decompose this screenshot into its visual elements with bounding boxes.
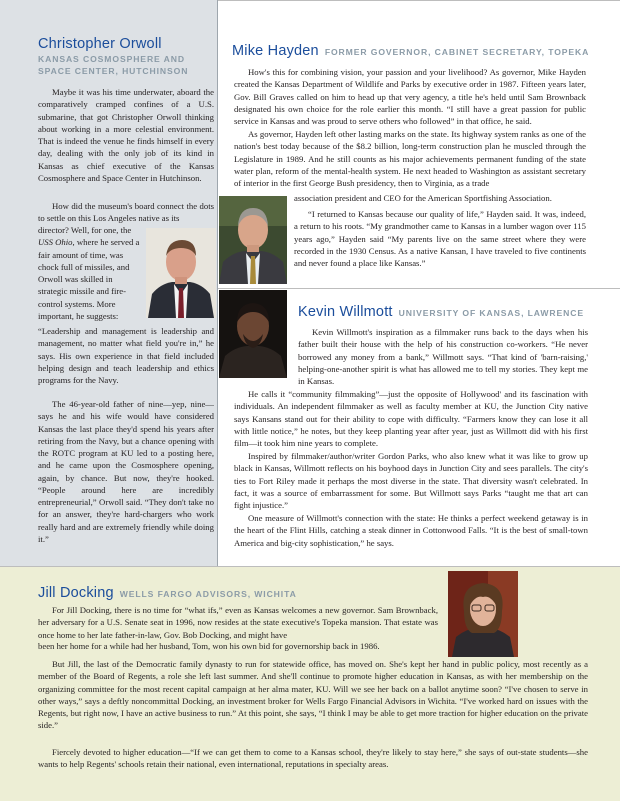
willmott-affiliation: UNIVERSITY OF KANSAS, LAWRENCE bbox=[398, 308, 585, 318]
hayden-affiliation: FORMER GOVERNOR, CABINET SECRETARY, TOPEKA bbox=[324, 47, 590, 57]
docking-paragraph-2: But Jill, the last of the Democratic family dynasty to run for statewide office, has moved on. She's kept her hand in public policy, most recently as a member of the Board of Regents, a role she left last summer. And she'll continue to promote higher education in Kansas, as with her membership on the organizing committee for the most recent capital campaign at her alma mater, KU. Will we see her back on a ballot anytime soon? “I've chosen to serve in other ways,” says a deftly noncommittal Docking, an investment broker for Wells Fargo Financial Advisors in Wichita. “I've worked hard on issues with the Regents, but right now, I have an active business to run.” At this point, she says, “I think I may be able to get more traction for higher education on the private side.” bbox=[38, 659, 588, 731]
orwoll-photo bbox=[146, 228, 216, 318]
orwoll-paragraph-2c: “Leadership and management is leadership and management, no matter what field you're in,” he says. His own experience in that field included helping design and teach leadership and ethics programs for the Navy. bbox=[38, 326, 214, 385]
docking-affiliation: WELLS FARGO ADVISORS, WICHITA bbox=[119, 589, 297, 599]
docking-name: Jill Docking bbox=[38, 585, 114, 601]
hayden-heading bbox=[232, 42, 589, 60]
hayden-paragraph-1: How's this for combining vision, your passion and your livelihood? As governor, Mike Hayden created the Kansas Department of Wildlife and Parks by executive order in 1987. Fifteen years later, Gov. Bill Graves called on him to head up that very agency, a title he's held until Sam Brownback designated his own choice for the role earlier this month. “I still have a great passion for public service in Kansas and was proud to serve others who followed” in that office, he said. bbox=[234, 67, 586, 126]
willmott-paragraph-2: He calls it “community filmmaking”—just the opposite of Hollywood' and its fascination with individuals. An independent filmmaker as well as faculty member at KU, the Junction City native says Kansans stand out for their ability to cope with difficulty. “Farmers know they can lose it all with little notice,” he notes, but they keep planting year after year, just as Willmott did with his first film—it took him nine years to complete. bbox=[234, 389, 588, 448]
hayden-paragraph-3: “I returned to Kansas because our quality of life,” Hayden said. It was, indeed, a return to his roots. “My grandmother came to Kansas in a lumber wagon over 115 years ago,” Hayden said “My parents live on the same street where they were recorded in the 1930 Census. As a native Kansan, I have traveled to five continents and never found a place like Kansas.” bbox=[294, 209, 586, 268]
hayden-name: Mike Hayden bbox=[232, 43, 319, 59]
willmott-paragraph-3: Inspired by filmmaker/author/writer Gordon Parks, who also knew what it was like to grow up black in Kansas, Willmott reflects on his boyhood days in Junction City and sees parallels. The city's ties to Fort Riley made it perhaps the most diverse in the state. That diversity wasn't celebrated. In fact, it was a source of embarrassment for some. But Willmott says Parks “taught me that art can fight injustice.” bbox=[234, 451, 588, 510]
willmott-name: Kevin Willmott bbox=[298, 304, 393, 320]
orwoll-p2b-post: , where he served a fair amount of time, was chock full of missiles, and Orwoll was skilled in strategic missile and fire-control systems. More important, he suggests: bbox=[38, 237, 140, 321]
orwoll-p2b-pre: director? Well, for one, the bbox=[38, 225, 132, 235]
docking-heading bbox=[38, 584, 297, 602]
willmott-heading bbox=[298, 303, 584, 321]
docking-paragraph-3: Fiercely devoted to higher education—“If we can get them to come to a Kansas school, they're likely to stay here,” she says of out-state students—she wants to help Regents' schools retain their national, even international, reputations in specialty areas. bbox=[38, 747, 588, 770]
orwoll-name: Christopher Orwoll bbox=[38, 36, 162, 52]
hayden-photo bbox=[219, 196, 287, 284]
willmott-photo bbox=[219, 290, 287, 378]
orwoll-paragraph-2a: How did the museum's board connect the dots to settle on this Los Angeles native as its bbox=[38, 201, 214, 224]
docking-paragraph-1b: been her home for a while had her husband, Tom, won his own bid for governorship back in 1986. bbox=[38, 641, 380, 651]
willmott-paragraph-1: Kevin Willmott's inspiration as a filmmaker runs back to the days when his father built their house with the help of his construction co-workers. “He never borrowed any money from a bank,” Willmott says. “That kind of 'barn-raising,' helping-one-another spirit is what has allowed me to tell my stories. They kept me in Kansas. bbox=[298, 327, 588, 386]
orwoll-paragraph-2b bbox=[38, 224, 144, 322]
orwoll-p2b-italic: USS Ohio bbox=[38, 237, 73, 248]
hayden-paragraph-2: As governor, Hayden left other lasting marks on the state. Its highway system ranks as one of the nation's best today because of the $8.2 billion, long-term construction plan he muscled through the Legislature in 1989. And he still counts as his major achievements permanent funding of the state water plan, reform of the mental-health system. He next headed to Washington as assistant secretary of interior in the first George Bush presidency, then to Virginia, as a trade bbox=[234, 129, 586, 188]
orwoll-paragraph-3: The 46-year-old father of nine—yep, nine—says he and his wife would have considered Kansas the last place they'd spend his years after retiring from the Navy, but a chance opening with the ROTC program at KU led to a posting here, and he came upon the Cosmosphere opening, again, by chance. But now, they're hooked. “People around here are incredibly entrepreneurial,” Orwoll said. “They don't take no for an answer, they're hard-chargers who work really hard and are extremely friendly while doing it.” bbox=[38, 399, 214, 544]
docking-photo bbox=[448, 571, 518, 657]
hayden-paragraph-2b: association president and CEO for the American Sportfishing Association. bbox=[294, 193, 552, 203]
willmott-paragraph-4: One measure of Willmott's connection with the state: He thinks a perfect weekend getaway is in the heart of the Flint Hills, catching a steak dinner in Cottonwood Falls. “It is the best of small-town America and big-city sophistication,” he says. bbox=[234, 513, 588, 548]
docking-paragraph-1: For Jill Docking, there is no time for “what ifs,” even as Kansas welcomes a new governor. Sam Brownback, her adversary for a U.S. Senate seat in 1996, now resides at the state executive's Topeka mansion. That estate was once home to her late father-in-law, Gov. Bob Docking, and might have bbox=[38, 605, 438, 640]
orwoll-affiliation: KANSAS COSMOSPHERE AND SPACE CENTER, HUTCHINSON bbox=[38, 54, 189, 76]
section-divider bbox=[218, 288, 620, 289]
orwoll-paragraph-1: Maybe it was his time underwater, aboard the comparatively cramped confines of a U.S. submarine, that got Christopher Orwoll thinking about working in a more celestial environment. That is indeed the venue he finds himself in every day, dealing with the only job of its kind in Kansas as chief executive of the Kansas Cosmosphere and Space Center in Hutchinson. bbox=[38, 87, 214, 183]
